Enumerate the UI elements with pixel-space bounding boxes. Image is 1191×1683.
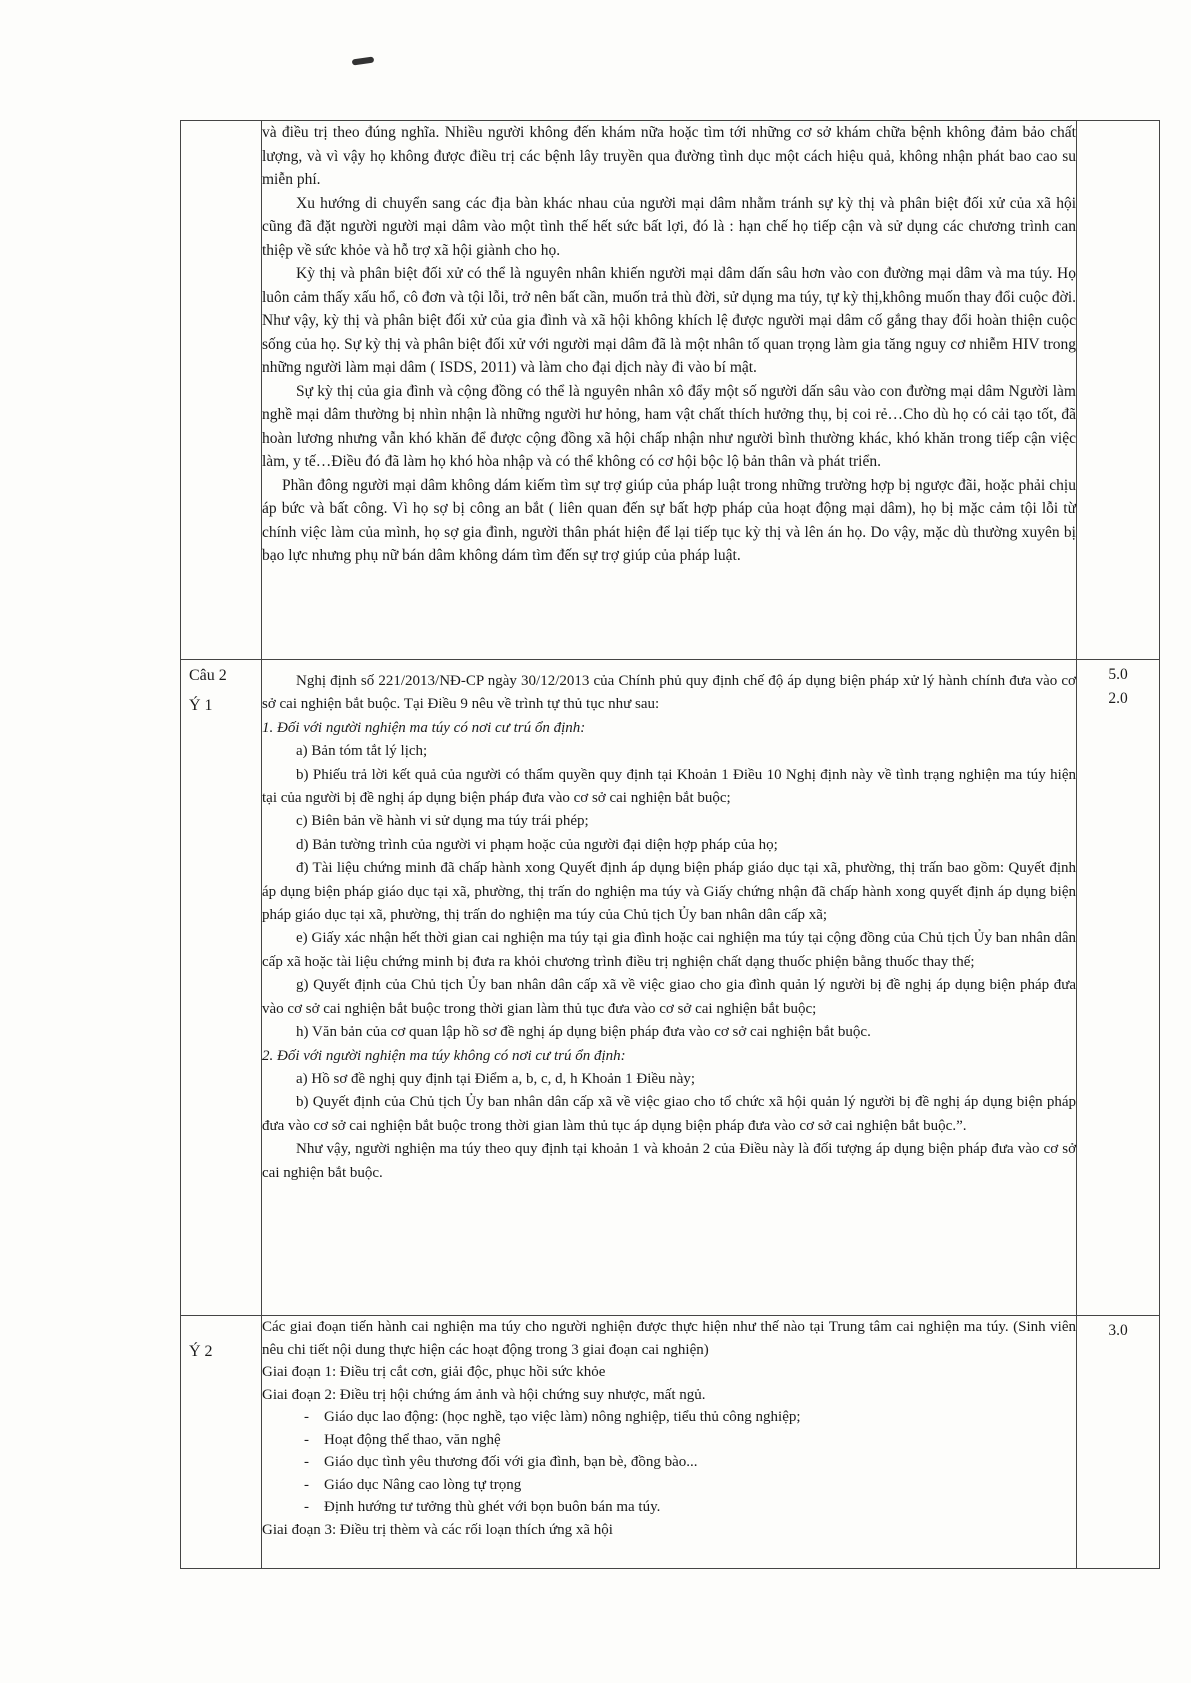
paragraph: Xu hướng di chuyển sang các địa bàn khác nhau của người mại dâm nhằm tránh sự kỳ thị và phân biệt đối xử của xã hội cũng đã đặt người người mại dâm vào một tình thế hết sức bất lợi, đó là : hạn chế họ tiếp cận và sử dụng các chương trình can thiệp về sức khỏe và hỗ trợ xã hội giành cho họ.: [262, 194, 1076, 259]
section-2-title: 2. Đối với người nghiện ma túy không có nơi cư trú ổn định:: [262, 1047, 626, 1064]
stage-1: Giai đoạn 1: Điều trị cắt cơn, giải độc, phục hồi sức khỏe: [262, 1364, 606, 1380]
list-item: c) Biên bản về hành vi sử dụng ma túy trái phép;: [296, 813, 589, 830]
score-cell-y2: [1077, 1316, 1160, 1569]
list-item: d) Bản tường trình của người vi phạm hoặc của người đại diện hợp pháp của họ;: [296, 836, 778, 853]
sub-question-label-y1: Ý 1: [189, 697, 213, 714]
label-cell-y2: [181, 1316, 262, 1569]
bullet-item: - Giáo dục Nâng cao lòng tự trọng: [262, 1474, 1076, 1497]
question-label: Câu 2: [189, 667, 227, 684]
bullet-item: - Giáo dục tình yêu thương đối với gia đình, bạn bè, đồng bào...: [262, 1451, 1076, 1474]
bullet-item: - Giáo dục lao động: (học nghề, tạo việc làm) nông nghiệp, tiểu thủ công nghiệp;: [262, 1406, 1076, 1429]
paragraph: Phần đông người mại dâm không dám kiếm tìm sự trợ giúp của pháp luật trong những trường hợp bị ngược đãi, hoặc phải chịu áp bức và bất công. Vì họ sợ bị công an bắt ( liên quan đến sự bất hợp pháp của hoạt động mại dâm), họ bị mặc cảm tội lỗi từ chính việc làm của mình, họ sợ gia đình, người thân phát hiện để lại tiếp tục kỳ thị và lên án họ. Do vậy, mặc dù thường xuyên bị bạo lực nhưng phụ nữ bán dâm không dám tìm đến sự trợ giúp của pháp luật.: [262, 476, 1076, 564]
score-cell-y1: [1077, 660, 1160, 1316]
stage-2: Giai đoạn 2: Điều trị hội chứng ám ảnh và hội chứng suy nhược, mất ngủ.: [262, 1386, 706, 1403]
answer-cell-y2: [262, 1316, 1077, 1569]
scan-mark: [352, 56, 375, 65]
label-cell-cau2: [181, 660, 262, 1316]
list-item: đ) Tài liệu chứng minh đã chấp hành xong Quyết định áp dụng biện pháp giáo dục tại xã, phường, thị trấn bao gồm: Quyết định áp dụng biện pháp giáo dục tại xã, phường, thị trấn do nghiện ma túy và Giấy chứng nhận đã chấp hành xong quyết định áp dụng biện pháp giáo dục tại xã, phường, thị trấn do nghiện ma túy của Chủ tịch Ủy ban nhân dân cấp xã;: [262, 860, 1076, 924]
sub-question-label-y2: Ý 2: [189, 1343, 213, 1360]
score-y1: 2.0: [1108, 690, 1128, 707]
bullet-item: - Định hướng tư tưởng thù ghét với bọn buôn bán ma túy.: [262, 1496, 1076, 1519]
list-item: a) Hồ sơ đề nghị quy định tại Điểm a, b, c, d, h Khoản 1 Điều này;: [296, 1070, 696, 1087]
list-item: h) Văn bản của cơ quan lập hồ sơ đề nghị áp dụng biện pháp đưa vào cơ sở cai nghiện bắt buộc.: [296, 1024, 871, 1041]
paragraph: Sự kỳ thị của gia đình và cộng đồng có thể là nguyên nhân xô đẩy một số người dấn sâu vào con đường mại dâm Người làm nghề mại dâm thường bị nhìn nhận là những người hư hỏng, ham vật chất thích hưởng thụ, bị coi rẻ…Cho dù họ có cải tạo tốt, đã hoàn lương nhưng vẫn khó khăn để được cộng đồng xã hội chấp nhận như người bình thường khác, khó khăn trong tiếp cận việc làm, y tế…Điều đó đã làm họ khó hòa nhập và có thể không có cơ hội bộc lộ bản thân và phát triển.: [262, 382, 1076, 470]
continuation-text-cell: [262, 121, 1077, 660]
paragraph: và điều trị theo đúng nghĩa. Nhiều người không đến khám nữa hoặc tìm tới những cơ sở khám chữa bệnh không đảm bảo chất lượng, và vì vậy họ không được điều trị các bệnh lây truyền qua đường tình dục một cách hiệu quả, không nhận phát bao cao su miễn phí.: [262, 124, 1076, 188]
table-row-continuation: [181, 121, 1160, 660]
list-item: a) Bản tóm tắt lý lịch;: [296, 743, 428, 760]
list-item: e) Giấy xác nhận hết thời gian cai nghiện ma túy tại gia đình hoặc cai nghiện ma túy tại cộng đồng của Chủ tịch Ủy ban nhân dân cấp xã hoặc tài liệu chứng minh bị đưa ra khỏi chương trình điều trị nghiện chất dạng thuốc phiện bằng thuốc thay thế;: [262, 930, 1076, 970]
score-y2: 3.0: [1108, 1322, 1128, 1339]
list-item: g) Quyết định của Chủ tịch Ủy ban nhân dân cấp xã về việc giao cho gia đình quản lý người bị đề nghị áp dụng biện pháp đưa vào cơ sở cai nghiện bắt buộc trong thời gian làm thủ tục đưa vào cơ sở cai nghiện bắt buộc;: [262, 977, 1076, 1017]
answer-table: [180, 120, 1160, 1569]
intro-paragraph: Nghị định số 221/2013/NĐ-CP ngày 30/12/2013 của Chính phủ quy định chế độ áp dụng biện pháp xử lý hành chính đưa vào cơ sở cai nghiện bắt buộc. Tại Điều 9 nêu về trình tự thủ tục như sau:: [262, 673, 1076, 713]
section-1-title: 1. Đối với người nghiện ma túy có nơi cư trú ổn định:: [262, 719, 586, 736]
answer-cell-y1: [262, 660, 1077, 1316]
intro-paragraph: Các giai đoạn tiến hành cai nghiện ma túy cho người nghiện được thực hiện như thế nào tại Trung tâm cai nghiện ma túy. (Sinh viên nêu chi tiết nội dung thực hiện các hoạt động trong 3 giai đoạn cai nghiện): [262, 1319, 1076, 1358]
paragraph: Kỳ thị và phân biệt đối xử có thể là nguyên nhân khiến người mại dâm dấn sâu hơn vào con đường mại dâm và ma túy. Họ luôn cảm thấy xấu hổ, cô đơn và tội lỗi, trở nên bất cần, muốn trả thù đời, sử dụng ma túy, tự kỳ thị,không muốn thay đổi cuộc đời. Như vậy, kỳ thị và phân biệt đối xử của gia đình và xã hội không khích lệ được người mại dâm cố gắng thay đổi hoàn thiện cuộc sống của họ. Sự kỳ thị và phân biệt đối xử với người mại dâm đã là một nhân tố quan trọng làm gia tăng nguy cơ nhiễm HIV trong những người làm mại dâm ( ISDS, 2011) và làm cho đại dịch này đi vào bí mật.: [262, 265, 1076, 376]
score-cell-empty: [1077, 121, 1160, 660]
table-row-y2: [181, 1316, 1160, 1569]
table-row-cau2-y1: [181, 660, 1160, 1316]
list-item: b) Phiếu trả lời kết quả của người có thẩm quyền quy định tại Khoản 1 Điều 10 Nghị định này về tình trạng nghiện ma túy hiện tại của người bị đề nghị áp dụng biện pháp đưa vào cơ sở cai nghiện bắt buộc;: [262, 766, 1076, 807]
score-total: 5.0: [1108, 666, 1128, 683]
list-item: b) Quyết định của Chủ tịch Ủy ban nhân dân cấp xã về việc giao cho tổ chức xã hội quản lý người bị đề nghị áp dụng biện pháp đưa vào cơ sở cai nghiện bắt buộc trong thời gian làm thủ tục áp dụng biện pháp đưa vào cơ sở cai nghiện bắt buộc.”.: [262, 1094, 1076, 1134]
stage-3: Giai đoạn 3: Điều trị thèm và các rối loạn thích ứng xã hội: [262, 1521, 613, 1538]
conclusion-paragraph: Như vậy, người nghiện ma túy theo quy định tại khoản 1 và khoản 2 của Điều này là đối tượng áp dụng biện pháp đưa vào cơ sở cai nghiện bắt buộc.: [262, 1141, 1076, 1181]
bullet-item: - Hoạt động thể thao, văn nghệ: [262, 1429, 1076, 1452]
label-cell-empty: [181, 121, 262, 660]
